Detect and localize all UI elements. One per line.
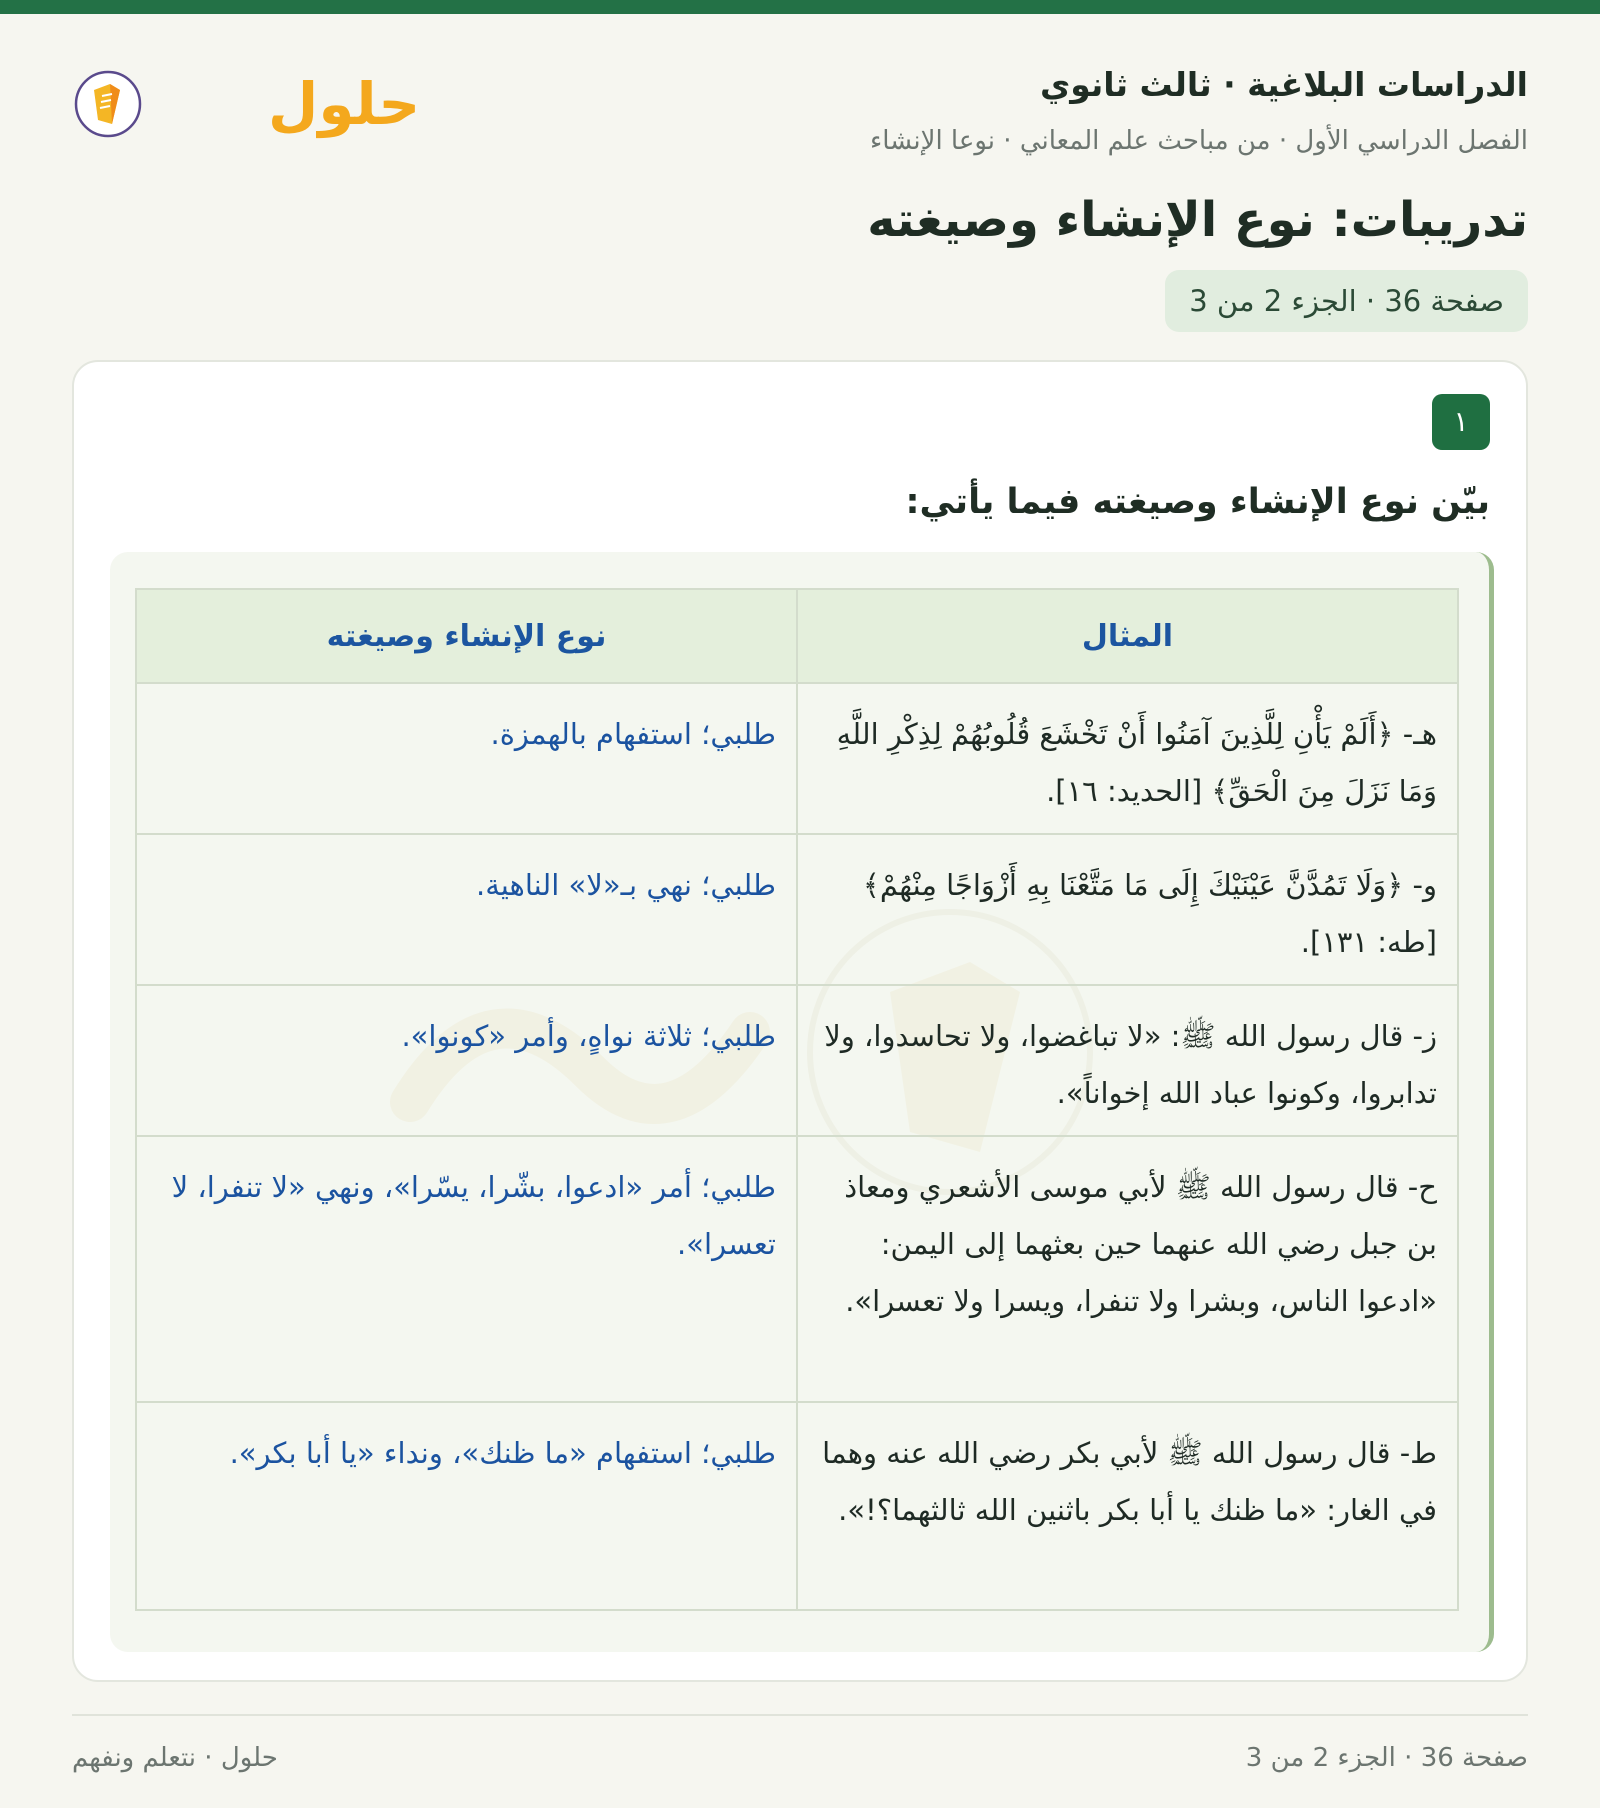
- answer-cell: [136, 834, 797, 985]
- table-row: [136, 1402, 1458, 1610]
- book-icon: [72, 60, 421, 160]
- example-text: هـ- ﴿أَلَمْ يَأْنِ لِلَّذِينَ آمَنُوا أَنْ تَخْشَعَ قُلُوبُهُمْ لِذِكْرِ اللَّهِ وَمَا نَزَلَ مِنَ الْحَقِّ﴾ [الحديد: ١٦].: [836, 717, 1437, 808]
- top-accent-bar: [0, 0, 1600, 14]
- answer-text: طلبي؛ نهي بـ«لا» الناهية.: [476, 868, 776, 902]
- question-number-badge: ١: [1432, 394, 1490, 450]
- table-row: [136, 683, 1458, 834]
- example-text: ز- قال رسول الله ﷺ: «لا تباغضوا، ولا تحاسدوا، ولا تدابروا، وكونوا عباد الله إخواناً».: [824, 1019, 1437, 1110]
- example-cell: [797, 683, 1458, 834]
- table-row: [136, 1136, 1458, 1402]
- breadcrumb: الفصل الدراسي الأول · من مباحث علم المعاني · نوعا الإنشاء: [870, 126, 1528, 156]
- table-header-row: [136, 589, 1458, 683]
- answer-cell: [136, 1136, 797, 1402]
- table-container: [110, 552, 1494, 1652]
- example-cell: [797, 985, 1458, 1136]
- question-text: بيّن نوع الإنشاء وصيغته فيما يأتي:: [905, 482, 1490, 522]
- answer-text: طلبي؛ استفهام بالهمزة.: [490, 717, 776, 751]
- header-titles: [870, 60, 1528, 166]
- table-row: [136, 985, 1458, 1136]
- footer-page-info: صفحة 36 · الجزء 2 من 3: [1245, 1743, 1528, 1773]
- logo-text: حلول: [268, 70, 421, 138]
- page-badge: صفحة 36 · الجزء 2 من 3: [1165, 270, 1528, 332]
- answer-cell: [136, 1402, 797, 1610]
- example-text: و- ﴿وَلَا تَمُدَّنَّ عَيْنَيْكَ إِلَى مَا مَتَّعْنَا بِهِ أَزْوَاجًا مِنْهُمْ﴾ [طه: ١٣١].: [862, 868, 1437, 959]
- answer-cell: [136, 683, 797, 834]
- column-header-example: المثال: [797, 589, 1458, 683]
- answer-text: طلبي؛ ثلاثة نواهٍ، وأمر «كونوا».: [401, 1019, 776, 1053]
- example-cell: [797, 834, 1458, 985]
- examples-table: [135, 588, 1459, 1611]
- answer-text: طلبي؛ استفهام «ما ظنك»، ونداء «يا أبا بكر».: [229, 1436, 776, 1470]
- example-text: ح- قال رسول الله ﷺ لأبي موسى الأشعري ومعاذ بن جبل رضي الله عنهما حين بعثهما إلى اليمن: «ادعوا الناس، وبشرا ولا تنفرا، ويسرا ولا تعسرا».: [844, 1170, 1437, 1318]
- answer-cell: [136, 985, 797, 1136]
- footer-brand[interactable]: حلول · نتعلم ونفهم: [72, 1743, 278, 1773]
- hulul-logo[interactable]: [72, 60, 421, 160]
- book-title: الدراسات البلاغية · ثالث ثانوي: [1039, 65, 1528, 104]
- footer-divider: [72, 1714, 1528, 1716]
- exercise-card: [72, 360, 1528, 1682]
- page-header: [72, 60, 1528, 170]
- example-cell: [797, 1136, 1458, 1402]
- column-header-answer: نوع الإنشاء وصيغته: [136, 589, 797, 683]
- example-text: ط- قال رسول الله ﷺ لأبي بكر رضي الله عنه وهما في الغار: «ما ظنك يا أبا بكر باثنين الله ثالثهما؟!».: [822, 1436, 1437, 1527]
- table-row: [136, 834, 1458, 985]
- page-title: تدريبات: نوع الإنشاء وصيغته: [867, 192, 1528, 248]
- example-cell: [797, 1402, 1458, 1610]
- answer-text: طلبي؛ أمر «ادعوا، بشّرا، يسّرا»، ونهي «لا تنفرا، لا تعسرا».: [171, 1170, 776, 1261]
